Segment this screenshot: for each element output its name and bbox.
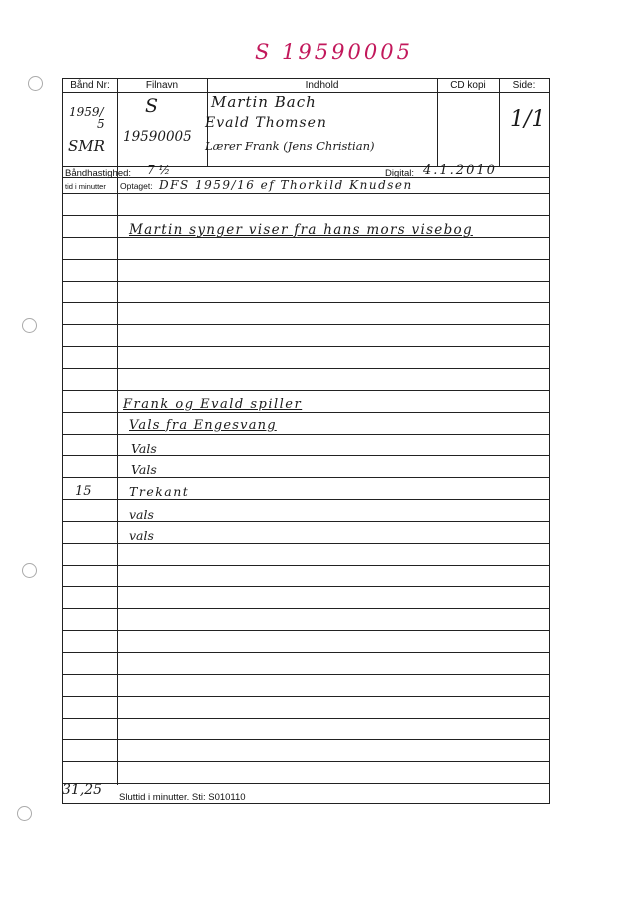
entry-text: Trekant	[129, 484, 190, 499]
entry-time: 15	[75, 484, 92, 499]
filnavn-value-1: S	[145, 95, 159, 117]
entry-text: Martin synger viser fra hans mors visebog	[129, 222, 473, 238]
digital-value: 4.1.2010	[423, 163, 497, 178]
ruled-line	[63, 761, 549, 762]
bandhastighed-label: Båndhastighed:	[65, 168, 132, 179]
band-nr-value-3: SMR	[68, 137, 105, 155]
ruled-line	[63, 346, 549, 347]
entry-text: Vals	[131, 462, 157, 477]
entry-text: vals	[129, 528, 154, 543]
ruled-line	[63, 302, 549, 303]
ruled-line	[63, 477, 549, 478]
sluttid-label: Sluttid i minutter. Sti: S010110	[119, 792, 246, 803]
punch-hole-middle-lower	[22, 563, 37, 578]
optaget-label: Optaget:	[120, 181, 153, 191]
ruled-line	[63, 215, 549, 216]
punch-hole-bottom	[17, 806, 32, 821]
indhold-value-1: Martin Bach	[211, 93, 317, 111]
punch-hole-middle-upper	[22, 318, 37, 333]
punch-hole-top	[28, 76, 43, 91]
digital-label: Digital:	[385, 168, 415, 179]
band-nr-value-2: 5	[97, 117, 105, 131]
optaget-value: DFS 1959/16 ef Thorkild Knudsen	[159, 178, 413, 192]
ruled-line	[63, 324, 549, 325]
archive-code-stamp: S 19590005	[255, 40, 413, 64]
ruled-line	[63, 696, 549, 697]
ruled-line	[63, 674, 549, 675]
side-header: Side:	[512, 80, 536, 91]
indhold-value-3: Lærer Frank (Jens Christian)	[205, 139, 375, 153]
ruled-line	[63, 783, 549, 784]
ruled-line	[63, 368, 549, 369]
indhold-value-2: Evald Thomsen	[205, 115, 327, 131]
band-nr-value-1: 1959/	[69, 105, 104, 119]
ruled-line	[63, 390, 549, 391]
ruled-line	[63, 652, 549, 653]
filnavn-value-2: 19590005	[123, 129, 192, 145]
entry-text: Frank og Evald spiller	[123, 397, 303, 412]
ruled-line	[63, 281, 549, 282]
end-time-value: 31,25	[62, 782, 103, 798]
ruled-line	[63, 259, 549, 260]
ruled-line	[63, 718, 549, 719]
side-value: 1/1	[510, 107, 546, 132]
ruled-line	[63, 499, 549, 500]
entry-text: Vals fra Engesvang	[129, 418, 277, 433]
record-sheet	[62, 78, 550, 804]
ruled-line	[63, 565, 549, 566]
ruled-line	[63, 630, 549, 631]
ruled-line	[63, 586, 549, 587]
band-nr-header: Bånd Nr:	[70, 80, 110, 91]
indhold-header: Indhold	[305, 80, 339, 91]
bandhastighed-value: 7 ½	[147, 163, 171, 177]
cd-kopi-header: CD kopi	[450, 80, 486, 91]
entry-text: vals	[129, 507, 154, 522]
tid-label: tid i minutter	[65, 182, 106, 191]
ruled-line	[63, 739, 549, 740]
ruled-line	[63, 608, 549, 609]
ruled-line	[63, 434, 549, 435]
entry-text: Vals	[131, 441, 157, 456]
filnavn-header: Filnavn	[145, 80, 179, 91]
